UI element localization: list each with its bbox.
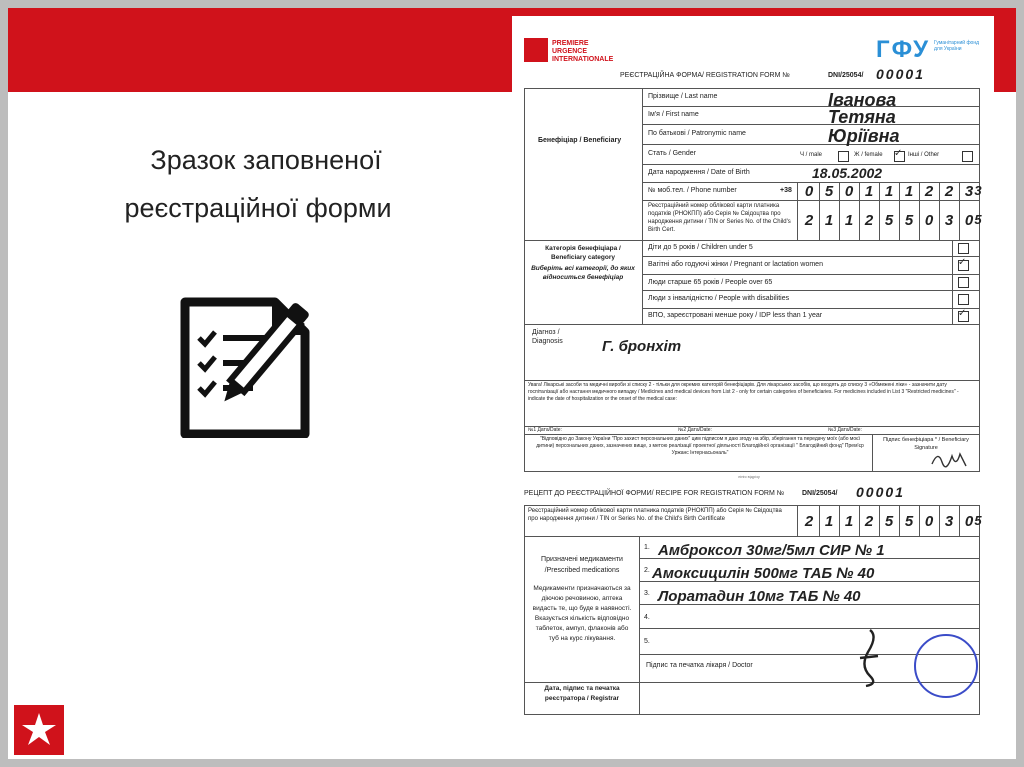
tin-digit: 2 [804,212,814,229]
phone-digit: 1 [864,183,874,200]
slide-caption [98,136,418,232]
registration-form-scan [512,16,994,724]
prescribed-note: Медикаменти призначаються за діючою речовиною, аптека видасть те, що буде в наявності. Вказується кількість відповідно таблеток, ампул, флаконів або туб на курс лікування. [532,585,632,642]
phone-digit: 2 [924,183,934,200]
registration-form-title: РЕЄСТРАЦІЙНА ФОРМА/ REGISTRATION FORM № [620,72,790,79]
prescribed-label: Призначені медикаменти /Prescribed medications [541,556,623,574]
surname-label: Прізвище / Last name [648,93,718,100]
gfu-logo-subtitle: Гуманітарний фонд для України [934,40,980,52]
diagnosis-label: Діагноз / Diagnosis [532,329,563,345]
category-pregnant: Вагітні або годуючі жінки / Pregnant or lactation women [648,261,823,268]
recipe-tin-digit: 0 [964,513,974,530]
dob-value: 18.05.2002 [812,165,883,181]
gender-male-checkbox[interactable] [838,151,849,162]
category-idp-check-icon: ✓ [958,308,967,319]
patronymic-label: По батькові / Patronymic name [648,130,746,137]
gender-other-checkbox[interactable] [962,151,973,162]
gender-male-label: Ч / male [800,152,823,158]
category-pregnant-check-icon: ✓ [958,257,967,268]
category-disability: Люди з інвалідністю / People with disabilities [648,295,790,302]
warning-text: Увага! Лікарські засоби та медичні вироби зі списку 2 - тільки для окремих категорій бенефіціарів. Для лікарських засобів, що входять до списку 3 «Обмежені ліки» - зазначити дату госпіталізації або настання медичного випадку / Medicines and medical devices from List 2 - only for certain categories of beneficiaries. For medicines included in List 3 "Restricted medicines" - indicate the date of hospitalization or the onset of the medical case: [528,382,959,402]
beneficiary-signature-label: Підпис бенефіціара * / Beneficiary Signature [883,437,969,451]
medication-3: Лоратадин 10мг ТАБ № 40 [658,588,861,605]
phone-digit: 3 [974,183,982,198]
tin-label: Реєстраційний номер облікової карти платника податків (РНОКПП) або Серія № Свідоцтва про народження дитини / TIN or Series No. of the Child's Birth Cert. [648,203,791,233]
checklist-pen-icon [173,288,353,438]
recipe-title: РЕЦЕПТ ДО РЕЄСТРАЦІЙНОЇ ФОРМИ/ RECIPE FOR REGISTRATION FORM № [524,490,785,497]
phone-digit: 1 [884,183,894,200]
gender-female-label: Ж / female [854,152,883,158]
phone-prefix: +38 [780,187,792,194]
recipe-tin-digit: 1 [824,513,834,530]
registrar-label: Дата, підпис та печатка реєстратора / Registrar [544,685,620,702]
recipe-tin-digit: 5 [974,513,982,528]
phone-digit: 5 [824,183,834,200]
recipe-tin-digit: 0 [924,513,934,530]
diagnosis-value: Г. бронхіт [602,338,682,355]
recipe-tin-label: Реєстраційний номер облікової карти платника податків (РНОКПП) або Серія № Свідоцтва про народження дитини / TIN or Series No. of the Child's Birth Certificate [528,508,782,522]
recipe-number: 00001 [856,484,905,500]
first-name-value: Тетяна [828,107,896,127]
recipe-tin-digit: 5 [884,513,894,530]
caption-line-2: реєстраційної форми [124,193,392,223]
tin-digit: 0 [924,212,934,229]
registration-form-number: 00001 [876,66,925,82]
phone-digit: 3 [964,183,974,200]
tin-digit: 5 [974,212,982,227]
patronymic-value: Юріївна [828,126,900,146]
phone-label: № моб.тел. / Phone number [648,187,737,194]
med-number: 3. [644,590,650,597]
date-1: №1 Дата/Date: [528,427,562,433]
gfu-logo: ГФУ [876,36,931,63]
first-name-label: Ім'я / First name [648,111,699,118]
recipe-tin-digit: 3 [944,513,954,530]
med-number: 1. [644,544,650,551]
cut-line-label: лінія відрізу [738,474,760,479]
med-number: 4. [644,614,650,621]
phone-digit: 1 [904,183,914,200]
tin-digit: 1 [824,212,834,229]
consent-text: "Відповідно до Закону України "Про захист персональних даних" цим підписом я даю згоду на збір, зберігання та передачу моїх (або моєї дитини) персональних даних, зазначених вище, з метою реалізації проектної діяльності Благодійної організації " Благодійний фонд" Прем'єр Уржанс Інтернасьональ" [536,436,864,456]
tin-digit: 5 [904,212,914,229]
category-label: Категорія бенефіціара / Beneficiary category [545,245,621,261]
caption-line-1: Зразок заповненої [150,145,382,175]
pui-logo-bottom [14,705,64,755]
gender-label: Стать / Gender [648,150,696,157]
category-disability-checkbox[interactable] [958,294,969,305]
doctor-signature-label: Підпис та печатка лікаря / Doctor [646,662,753,669]
category-hint: Виберіть всі категорії, до яких відноситься бенефіціар [531,265,635,281]
registration-form-code: DNI/25054/ [828,72,864,79]
tin-digit: 5 [884,212,894,229]
category-idp: ВПО, зареєстровані менше року / IDP less than 1 year [648,312,823,319]
category-children-checkbox[interactable] [958,243,969,254]
category-children: Діти до 5 років / Children under 5 [648,244,753,251]
pui-logo-text: PREMIERE URGENCE INTERNATIONALE [552,40,614,63]
beneficiary-signature [930,448,970,470]
recipe-tin-digit: 2 [804,513,814,530]
recipe-tin-digit: 1 [844,513,854,530]
gender-female-check-icon: ✓ [894,148,903,159]
phone-digit: 0 [844,183,854,200]
category-elderly: Люди старше 65 років / People over 65 [648,279,773,286]
recipe-tin-digit: 5 [904,513,914,530]
doctor-stamp [914,634,978,698]
date-2: №2 Дата/Date: [678,427,712,433]
category-elderly-checkbox[interactable] [958,277,969,288]
doctor-signature [848,626,888,690]
recipe-tin-digit: 2 [864,513,874,530]
tin-digit: 1 [844,212,854,229]
tin-digit: 3 [944,212,954,229]
gender-other-label: Інші / Other [908,152,940,158]
beneficiary-label: Бенефіціар / Beneficiary [538,137,622,144]
phone-digit: 0 [804,183,814,200]
medication-2: Амоксицилін 500мг ТАБ № 40 [652,565,875,582]
date-3: №3 Дата/Date: [828,427,862,433]
medication-1: Амброксол 30мг/5мл СИР № 1 [658,542,885,559]
med-number: 2. [644,567,650,574]
med-number: 5. [644,638,650,645]
phone-digit: 2 [944,183,954,200]
recipe-code: DNI/25054/ [802,490,838,497]
dob-label: Дата народження / Date of Birth [648,169,750,176]
tin-digit: 0 [964,212,974,229]
tin-digit: 2 [864,212,874,229]
surname-value: Іванова [828,90,897,110]
pui-logo [524,38,548,62]
